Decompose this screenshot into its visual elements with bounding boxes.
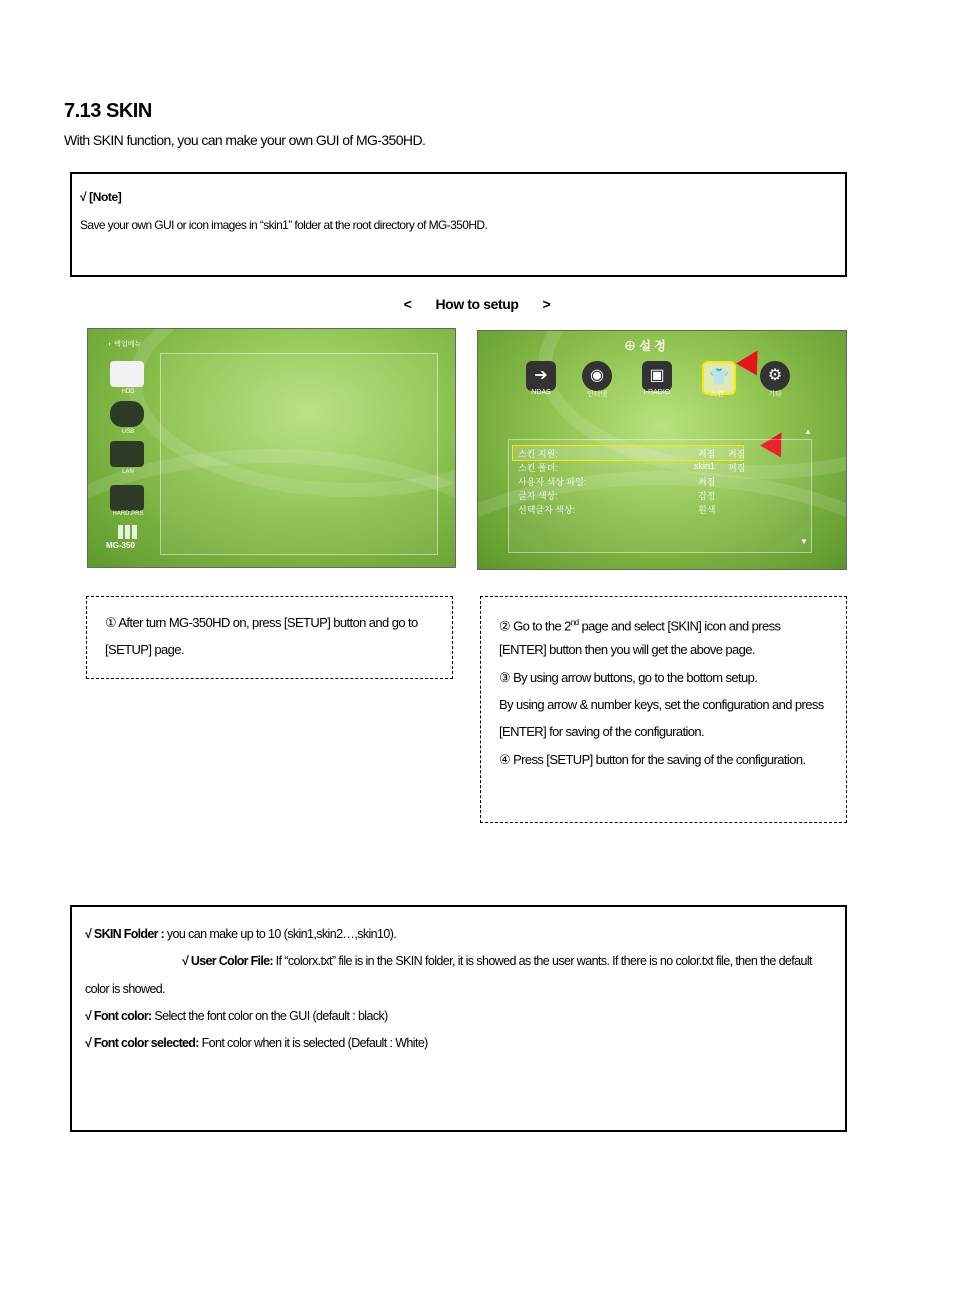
step2-line1-sup: nd: [570, 618, 579, 627]
side-label-hard: HARD.PRS: [112, 511, 144, 517]
info-font-color-selected-label: √ Font color selected:: [85, 1036, 199, 1050]
icon-label-ndas: NDAS: [531, 389, 551, 396]
usb-icon: [110, 401, 144, 427]
setting-skin-folder-option: 꺼짐: [728, 463, 746, 473]
howto-close: >: [542, 296, 551, 312]
setting-user-color-file-value: 켜짐: [698, 477, 716, 487]
setting-selected-font-color[interactable]: 선택글자 색상:: [518, 505, 576, 515]
section-intro: With SKIN function, you can make your own GUI of MG-350HD.: [64, 132, 426, 148]
device-logo: MG-350: [106, 541, 135, 550]
setting-skin-support-value: 켜짐: [698, 449, 716, 459]
screenshot-setup-skin: [477, 330, 847, 570]
icon-label-etc: 기타: [768, 391, 782, 398]
radio-icon: ▣: [642, 361, 672, 391]
setting-skin-folder[interactable]: 스킨 폴더:: [518, 463, 558, 473]
setting-font-color-value: 검정: [698, 491, 716, 501]
info-box: [70, 905, 847, 1132]
info-font-color-label: √ Font color:: [85, 1009, 152, 1023]
content-panel: [160, 353, 438, 555]
info-font-color-selected-text: Font color when it is selected (Default : White): [198, 1036, 428, 1050]
screenshot-main-menu: [87, 328, 456, 568]
setting-selected-font-color-value: 흰색: [698, 505, 716, 515]
note-box: [70, 172, 847, 277]
internet-icon: ◉: [582, 361, 612, 391]
info-user-color-file-label: √ User Color File:: [182, 954, 273, 968]
icon-label-radio: I-RADIO: [643, 389, 671, 396]
setting-skin-support[interactable]: 스킨 지원:: [518, 449, 558, 459]
info-user-color-file-cont: color is showed.: [85, 982, 166, 996]
screen2-header: ⊕ 설 정: [624, 339, 666, 353]
info-user-color-file: [182, 954, 812, 968]
how-to-setup-heading: [0, 296, 954, 312]
step2-box: [480, 596, 847, 823]
side-label-hdd: HDD: [121, 389, 135, 395]
step2-line4: By using arrow & number keys, set the configuration and press: [499, 697, 824, 712]
icon-label-skin: 스킨: [710, 391, 724, 398]
step1-line1: ① After turn MG-350HD on, press [SETUP] button and go to: [105, 615, 418, 630]
step2-line1: [499, 609, 780, 639]
step1-line2: [SETUP] page.: [105, 642, 184, 657]
ndas-icon: ➔: [526, 361, 556, 391]
howto-open: <: [403, 296, 412, 312]
step2-line1-b: page and select [SKIN] icon and press: [578, 618, 781, 634]
scroll-up-icon: ▲: [804, 427, 812, 436]
icon-label-internet: 인터넷: [586, 391, 608, 398]
info-skin-folder-text: you can make up to 10 (skin1,skin2…,skin10).: [164, 927, 397, 941]
info-skin-folder-label: √ SKIN Folder :: [85, 927, 165, 941]
section-title: 7.13 SKIN: [64, 100, 152, 122]
step2-line6: ④ Press [SETUP] button for the saving of the configuration.: [499, 752, 806, 767]
note-heading: √ [Note]: [80, 190, 122, 204]
hard-drive-icon: [110, 485, 144, 511]
setting-font-color[interactable]: 글자 색상:: [518, 491, 558, 501]
step2-line2: [ENTER] button then you will get the above page.: [499, 642, 755, 657]
info-font-color-text: Select the font color on the GUI (default : black): [151, 1009, 388, 1023]
scroll-down-icon: ▼: [800, 537, 808, 546]
note-text: Save your own GUI or icon images in “skin1” folder at the root directory of MG-350HD.: [80, 218, 488, 232]
info-skin-folder: [85, 927, 396, 941]
info-user-color-file-text: If “colorx.txt” file is in the SKIN folder, it is showed as the user wants. If there is no color.txt file, then the default: [272, 954, 812, 968]
info-font-color: [85, 1009, 388, 1023]
howto-label: How to setup: [435, 296, 519, 312]
step2-line3: ③ By using arrow buttons, go to the bottom setup.: [499, 670, 758, 685]
step2-line1-a: ② Go to the 2: [499, 618, 571, 634]
screen1-header: ◐ 백업메뉴: [108, 341, 142, 348]
info-font-color-selected: [85, 1036, 428, 1050]
etc-gear-icon: ⚙: [760, 361, 790, 391]
setting-user-color-file[interactable]: 사용자 색상 파일:: [518, 477, 587, 487]
lan-icon: [110, 441, 144, 467]
step1-box: [86, 596, 453, 679]
skin-shirt-icon: 👕: [702, 361, 736, 395]
hdd-icon: [110, 361, 144, 387]
setting-skin-folder-value: skin1: [694, 461, 716, 471]
side-label-lan: LAN: [122, 469, 134, 475]
side-label-usb: USB: [121, 429, 135, 435]
grid-icon: [118, 525, 138, 539]
setting-skin-support-option: 켜짐: [728, 449, 746, 459]
step2-line5: [ENTER] for saving of the configuration.: [499, 724, 705, 739]
